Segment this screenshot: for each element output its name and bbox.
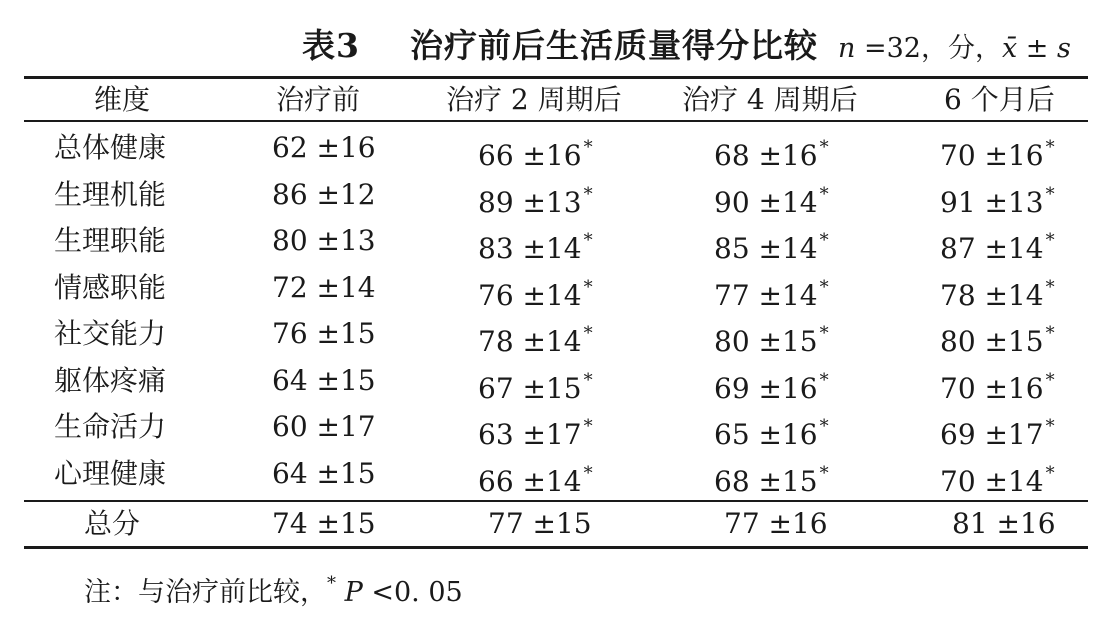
significance-mark: * — [1045, 137, 1055, 158]
significance-mark: * — [1045, 416, 1055, 437]
significance-mark: * — [583, 137, 593, 158]
table-footnote — [84, 564, 463, 613]
table-statistics-note — [838, 26, 1071, 65]
header-dimension: 维度 — [94, 83, 151, 116]
significance-mark: * — [1045, 230, 1055, 251]
cell-before — [272, 221, 376, 261]
footnote-threshold: <0. 05 — [371, 577, 463, 608]
footnote-p: P — [344, 577, 363, 608]
cell-4-cycles — [714, 314, 829, 362]
cell-6-months — [940, 128, 1055, 176]
total-4-cycles: 77 ±16 — [724, 507, 828, 540]
cell-4-cycles — [714, 268, 829, 316]
stat-sd: s — [1057, 33, 1071, 64]
cell-4-cycles — [714, 454, 829, 502]
footnote-prefix: 注：与治疗前比较， — [84, 577, 327, 608]
significance-mark: * — [1045, 277, 1055, 298]
total-6-months: 81 ±16 — [952, 507, 1056, 540]
cell-before — [272, 128, 376, 168]
table-caption: 治疗前后生活质量得分比较 — [409, 26, 818, 65]
bottom-rule — [24, 546, 1088, 549]
cell-value: 72 ±14 — [272, 271, 376, 304]
significance-mark: * — [583, 230, 593, 251]
cell-2-cycles — [478, 268, 593, 316]
cell-4-cycles — [714, 361, 829, 409]
stat-rest: =32，分， — [863, 33, 1002, 64]
cell-value: 60 ±17 — [272, 410, 376, 443]
cell-6-months — [940, 361, 1055, 409]
cell-value: 生理机能 — [54, 178, 167, 211]
significance-mark: * — [819, 137, 829, 158]
cell-value: 66 ±16 — [478, 139, 582, 172]
cell-dimension — [54, 314, 166, 354]
cell-value: 64 ±15 — [272, 457, 376, 490]
cell-value: 69 ±17 — [940, 418, 1044, 451]
top-rule — [24, 76, 1088, 79]
significance-mark: * — [819, 184, 829, 205]
significance-mark: * — [583, 323, 593, 344]
significance-mark: * — [583, 463, 593, 484]
cell-value: 76 ±14 — [478, 279, 582, 312]
significance-mark: * — [819, 463, 829, 484]
cell-4-cycles — [714, 407, 829, 455]
header-6-months: 6 个月后 — [944, 83, 1055, 116]
cell-2-cycles — [478, 175, 593, 223]
cell-4-cycles — [714, 221, 829, 269]
significance-mark: * — [1045, 370, 1055, 391]
cell-value: 91 ±13 — [940, 186, 1044, 219]
cell-6-months — [940, 314, 1055, 362]
cell-6-months — [940, 454, 1055, 502]
cell-dimension — [54, 268, 166, 308]
cell-value: 70 ±16 — [940, 372, 1044, 405]
cell-value: 89 ±13 — [478, 186, 582, 219]
cell-value: 62 ±16 — [272, 131, 376, 164]
cell-value: 生理职能 — [54, 224, 167, 257]
significance-mark: * — [583, 416, 593, 437]
cell-dimension — [54, 407, 166, 447]
significance-mark: * — [1045, 184, 1055, 205]
cell-value: 心理健康 — [54, 457, 167, 490]
cell-value: 77 ±14 — [714, 279, 818, 312]
cell-value: 生命活力 — [54, 410, 167, 443]
cell-4-cycles — [714, 128, 829, 176]
cell-value: 85 ±14 — [714, 232, 818, 265]
cell-before — [272, 454, 376, 494]
cell-before — [272, 268, 376, 308]
cell-2-cycles — [478, 407, 593, 455]
cell-6-months — [940, 221, 1055, 269]
total-dimension: 总分 — [84, 507, 141, 540]
cell-value: 69 ±16 — [714, 372, 818, 405]
cell-value: 86 ±12 — [272, 178, 376, 211]
cell-dimension — [54, 361, 166, 401]
significance-mark: * — [583, 277, 593, 298]
cell-4-cycles — [714, 175, 829, 223]
cell-before — [272, 175, 376, 215]
cell-dimension — [54, 221, 166, 261]
stat-n: n — [838, 33, 856, 64]
footnote-mark: * — [327, 573, 336, 594]
cell-value: 83 ±14 — [478, 232, 582, 265]
stat-mean: x̄ — [1001, 33, 1018, 64]
stat-pm: ± — [1025, 33, 1049, 64]
cell-value: 情感职能 — [54, 271, 167, 304]
cell-value: 70 ±16 — [940, 139, 1044, 172]
cell-6-months — [940, 407, 1055, 455]
cell-2-cycles — [478, 361, 593, 409]
cell-before — [272, 314, 376, 354]
cell-value: 66 ±14 — [478, 465, 582, 498]
cell-2-cycles — [478, 314, 593, 362]
total-before: 74 ±15 — [272, 507, 376, 540]
cell-dimension — [54, 128, 166, 168]
cell-before — [272, 361, 376, 401]
cell-dimension — [54, 454, 166, 494]
cell-value: 70 ±14 — [940, 465, 1044, 498]
significance-mark: * — [583, 184, 593, 205]
cell-6-months — [940, 268, 1055, 316]
significance-mark: * — [1045, 463, 1055, 484]
cell-before — [272, 407, 376, 447]
cell-value: 78 ±14 — [478, 325, 582, 358]
cell-value: 80 ±15 — [940, 325, 1044, 358]
cell-value: 76 ±15 — [272, 317, 376, 350]
cell-value: 总体健康 — [54, 131, 167, 164]
significance-mark: * — [819, 323, 829, 344]
significance-mark: * — [819, 370, 829, 391]
cell-value: 65 ±16 — [714, 418, 818, 451]
significance-mark: * — [819, 416, 829, 437]
cell-2-cycles — [478, 454, 593, 502]
header-4-cycles: 治疗 4 周期后 — [682, 83, 858, 116]
cell-value: 63 ±17 — [478, 418, 582, 451]
cell-value: 87 ±14 — [940, 232, 1044, 265]
cell-value: 68 ±15 — [714, 465, 818, 498]
cell-value: 躯体疼痛 — [54, 364, 167, 397]
cell-2-cycles — [478, 221, 593, 269]
cell-value: 64 ±15 — [272, 364, 376, 397]
cell-value: 90 ±14 — [714, 186, 818, 219]
cell-value: 80 ±15 — [714, 325, 818, 358]
cell-value: 78 ±14 — [940, 279, 1044, 312]
table-number: 表3 — [302, 26, 360, 65]
significance-mark: * — [1045, 323, 1055, 344]
cell-value: 68 ±16 — [714, 139, 818, 172]
header-rule — [24, 120, 1088, 122]
cell-dimension — [54, 175, 166, 215]
table-title — [0, 16, 1108, 66]
cell-value: 80 ±13 — [272, 224, 376, 257]
header-before: 治疗前 — [276, 83, 361, 116]
total-2-cycles: 77 ±15 — [488, 507, 592, 540]
header-2-cycles: 治疗 2 周期后 — [446, 83, 622, 116]
cell-6-months — [940, 175, 1055, 223]
significance-mark: * — [583, 370, 593, 391]
significance-mark: * — [819, 277, 829, 298]
cell-value: 67 ±15 — [478, 372, 582, 405]
cell-value: 社交能力 — [54, 317, 167, 350]
significance-mark: * — [819, 230, 829, 251]
table-title-text — [302, 20, 818, 67]
cell-2-cycles — [478, 128, 593, 176]
